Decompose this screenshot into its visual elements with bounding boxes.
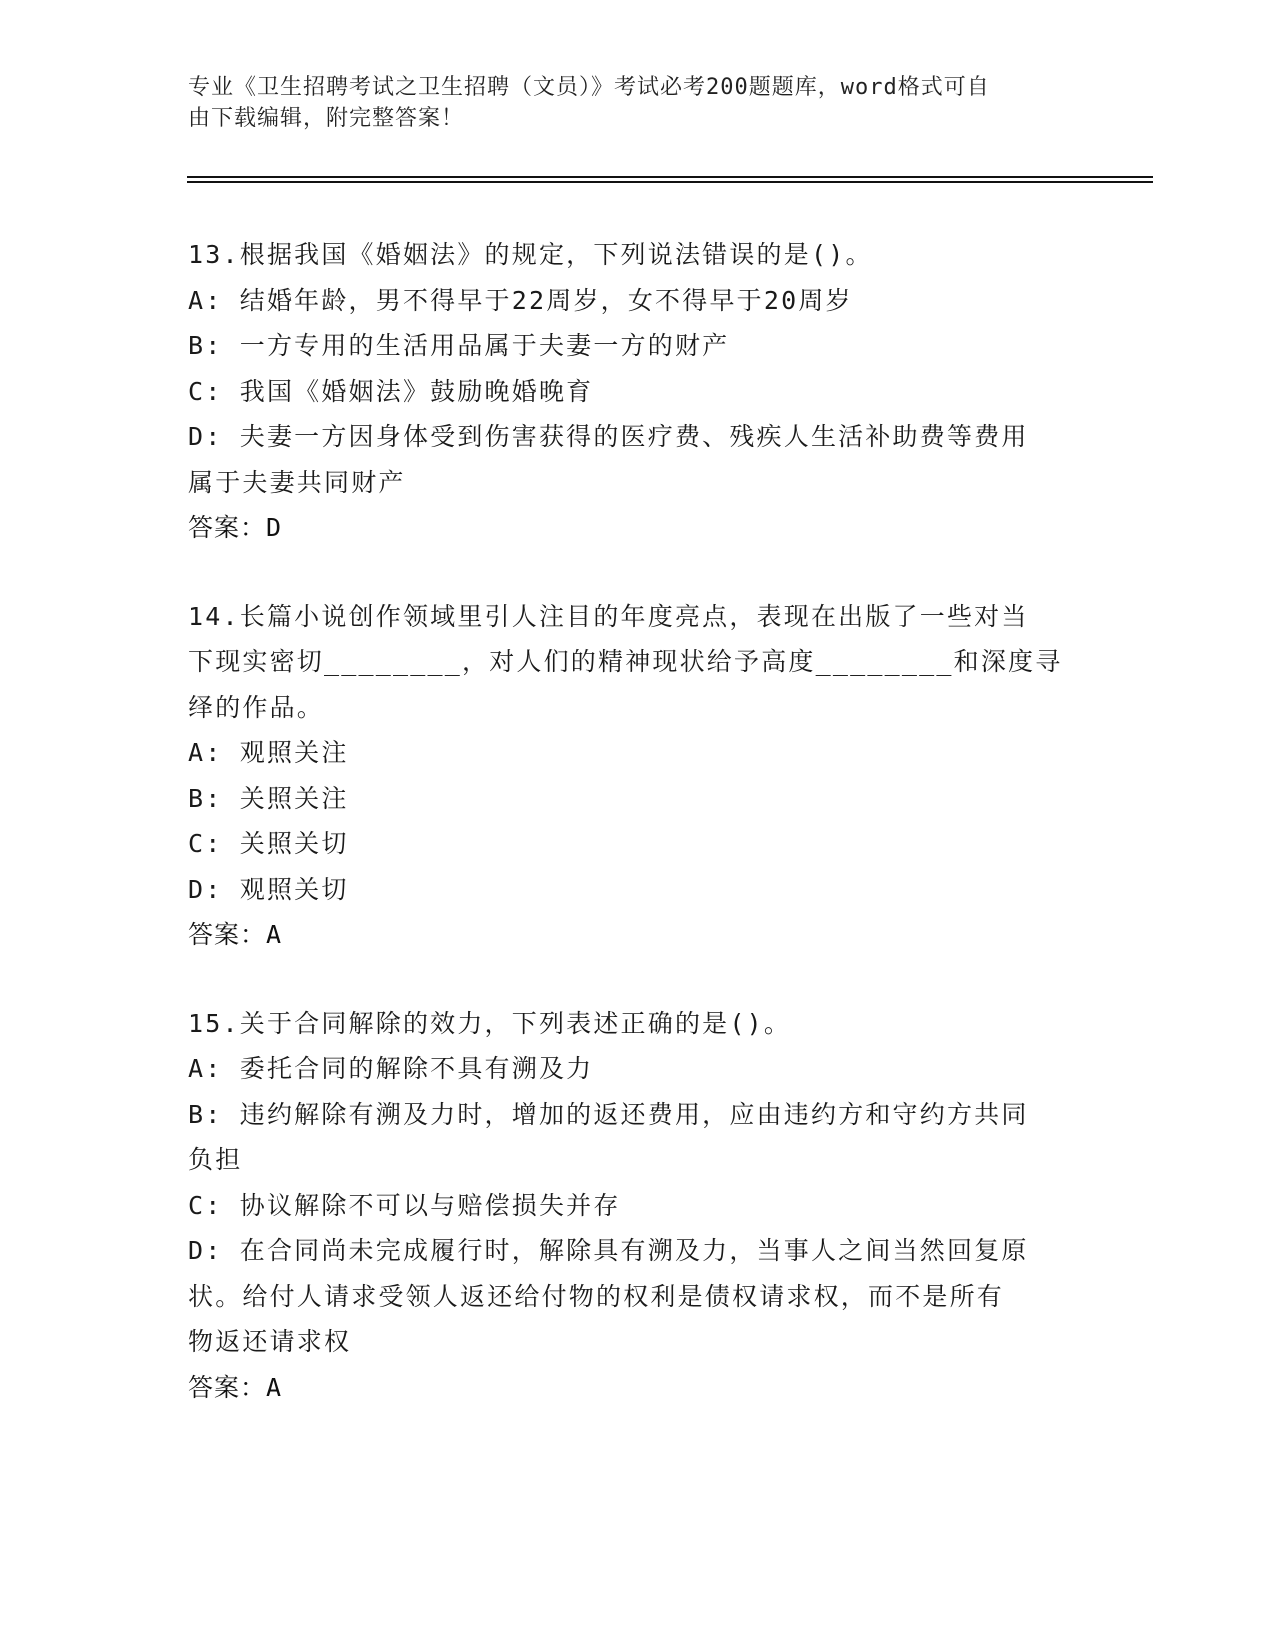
question-stem-continued: 下现实密切________，对人们的精神现状给予高度________和深度寻 [188, 647, 1063, 676]
option-d-continued: 状。给付人请求受领人返还给付物的权利是债权请求权，而不是所有 [188, 1281, 1005, 1311]
question-14 [188, 594, 1088, 958]
answer-value: D [266, 513, 283, 542]
option-a: A: 观照关注 [188, 738, 349, 767]
question-13 [188, 232, 1088, 551]
document-header [188, 72, 1068, 134]
answer-value: A [266, 920, 283, 949]
question-15 [188, 1001, 1088, 1411]
answer [188, 505, 1088, 551]
header-line-1: 专业《卫生招聘考试之卫生招聘（文员）》考试必考200题题库，word格式可自 [188, 75, 990, 100]
option-b: B: 关照关注 [188, 783, 349, 813]
option-d: D: 观照关切 [188, 874, 349, 904]
option-c: C: 协议解除不可以与赔偿损失并存 [188, 1190, 621, 1220]
option-d: D: 夫妻一方因身体受到伤害获得的医疗费、残疾人生活补助费等费用 [188, 422, 1029, 451]
question-stem-continued: 绎的作品。 [188, 692, 325, 722]
answer [188, 912, 1088, 958]
option-b-continued: 负担 [188, 1145, 243, 1174]
question-stem: 13.根据我国《婚姻法》的规定，下列说法错误的是()。 [188, 240, 873, 269]
header-divider-bottom [187, 181, 1153, 183]
option-a: A: 委托合同的解除不具有溯及力 [188, 1054, 594, 1083]
option-d-continued: 属于夫妻共同财产 [188, 467, 406, 497]
question-list [188, 232, 1088, 1453]
option-b: B: 违约解除有溯及力时，增加的返还费用，应由违约方和守约方共同 [188, 1099, 1029, 1129]
option-d-continued: 物返还请求权 [188, 1327, 352, 1356]
option-d: D: 在合同尚未完成履行时，解除具有溯及力，当事人之间当然回复原 [188, 1236, 1029, 1265]
option-b: B: 一方专用的生活用品属于夫妻一方的财产 [188, 331, 730, 360]
header-line-2: 由下载编辑，附完整答案！ [188, 106, 465, 131]
question-stem: 14.长篇小说创作领域里引人注目的年度亮点，表现在出版了一些对当 [188, 601, 1029, 631]
option-a: A: 结婚年龄，男不得早于22周岁，女不得早于20周岁 [188, 285, 853, 315]
answer-label: 答案： [188, 1372, 267, 1402]
answer-value: A [266, 1372, 283, 1402]
answer-label: 答案： [188, 920, 267, 949]
answer-label: 答案： [188, 513, 267, 542]
header-divider-top [187, 176, 1153, 178]
option-c: C: 我国《婚姻法》鼓励晚婚晚育 [188, 376, 594, 406]
answer [188, 1365, 1088, 1411]
question-stem: 15.关于合同解除的效力，下列表述正确的是()。 [188, 1008, 792, 1038]
option-c: C: 关照关切 [188, 829, 349, 858]
